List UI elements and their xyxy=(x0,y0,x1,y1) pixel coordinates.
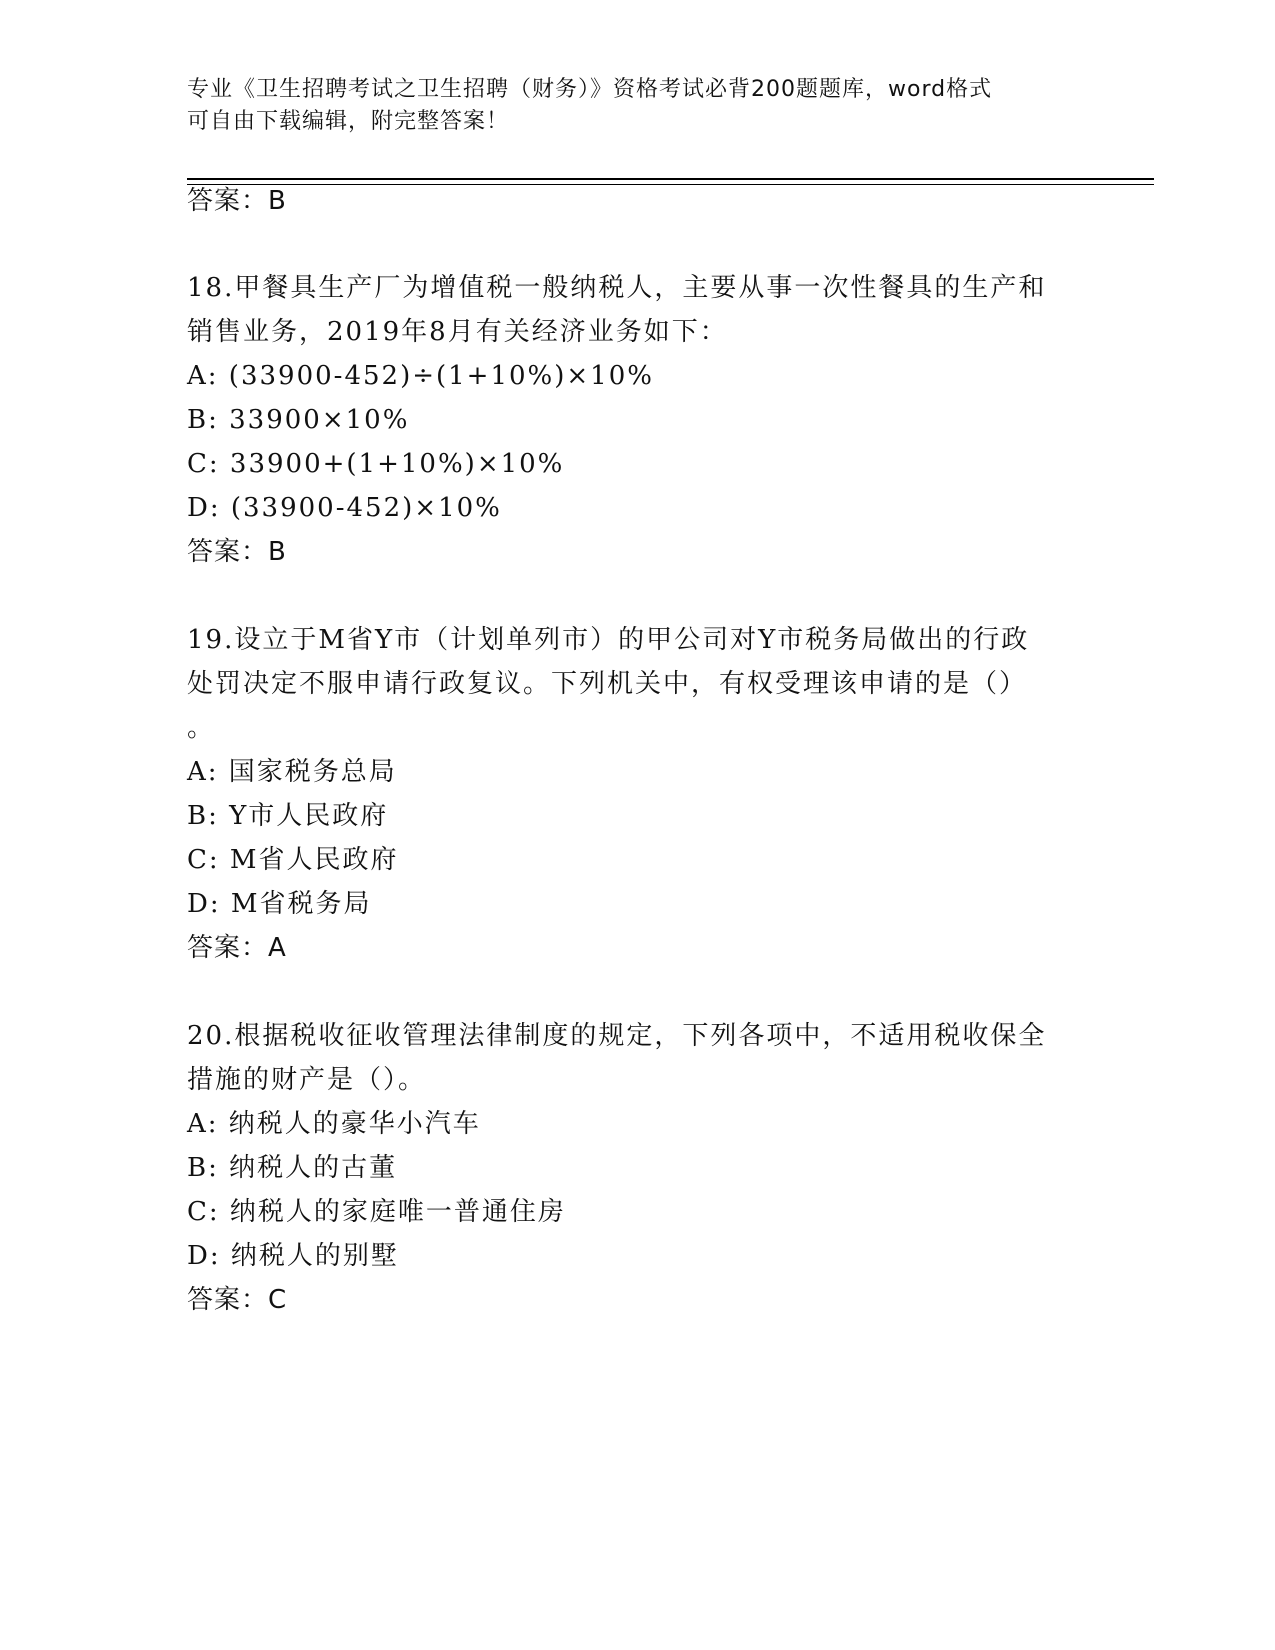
question-20-option-b: B: 纳税人的古董 xyxy=(187,1153,398,1183)
question-20-option-d: D: 纳税人的别墅 xyxy=(187,1241,399,1271)
previous-answer: 答案：B xyxy=(187,186,287,216)
header-rule-thick xyxy=(187,178,1154,180)
question-19-option-a: A: 国家税务总局 xyxy=(187,757,397,787)
question-20-answer: 答案：C xyxy=(187,1285,288,1315)
question-18-option-a: A: (33900-452)÷(1+10%)×10% xyxy=(187,361,654,391)
question-20-stem-line-1: 20.根据税收征收管理法律制度的规定，下列各项中，不适用税收保全 xyxy=(187,1021,1047,1051)
question-19-stem-line-1: 19.设立于M省Y市（计划单列市）的甲公司对Y市税务局做出的行政 xyxy=(187,625,1030,655)
question-18-answer: 答案：B xyxy=(187,537,287,567)
document-header xyxy=(187,74,1087,138)
question-19-option-c: C: M省人民政府 xyxy=(187,845,399,875)
question-19-option-b: B: Y市人民政府 xyxy=(187,801,389,831)
question-18-stem-line-2: 销售业务，2019年8月有关经济业务如下： xyxy=(187,317,728,347)
question-18-stem-line-1: 18.甲餐具生产厂为增值税一般纳税人，主要从事一次性餐具的生产和 xyxy=(187,273,1047,303)
question-19-answer: 答案：A xyxy=(187,933,287,963)
question-20-stem-line-2: 措施的财产是（）。 xyxy=(187,1065,427,1095)
header-rule-thin xyxy=(187,184,1154,185)
header-line-2: 可自由下载编辑，附完整答案！ xyxy=(187,109,510,134)
header-line-1: 专业《卫生招聘考试之卫生招聘（财务）》资格考试必背200题题库，word格式 xyxy=(187,77,993,102)
question-19-stem-line-3: 。 xyxy=(187,713,216,743)
question-19-option-d: D: M省税务局 xyxy=(187,889,372,919)
question-18-option-b: B: 33900×10% xyxy=(187,405,410,435)
question-18-option-d: D: (33900-452)×10% xyxy=(187,493,502,523)
question-20-option-a: A: 纳税人的豪华小汽车 xyxy=(187,1109,481,1139)
question-20-option-c: C: 纳税人的家庭唯一普通住房 xyxy=(187,1197,566,1227)
question-18-option-c: C: 33900+(1+10%)×10% xyxy=(187,449,565,479)
question-19-stem-line-2: 处罚决定不服申请行政复议。下列机关中，有权受理该申请的是（） xyxy=(187,669,1028,699)
